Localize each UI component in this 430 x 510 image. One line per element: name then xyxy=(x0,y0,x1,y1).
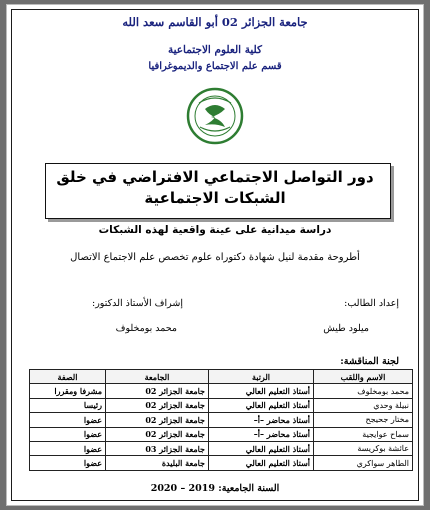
faculty-name: كلية العلوم الاجتماعية xyxy=(167,44,263,56)
member-role: عضوا xyxy=(30,456,106,470)
member-rank: أستاذ التعليم العالي xyxy=(209,398,314,412)
table-row xyxy=(30,413,413,427)
supervisor-name: محمد بومخلوف xyxy=(115,323,177,334)
member-university: جامعة الجزائر 02 xyxy=(106,413,209,427)
column-header-rank: الرتبة xyxy=(209,370,314,384)
member-rank: أستاذ محاضر –أ– xyxy=(209,427,314,441)
column-header-name: الاسم واللقب xyxy=(314,370,413,384)
member-name: نبيلة وحدي xyxy=(314,398,413,412)
university-name: جامعة الجزائر 02 أبو القاسم سعد الله xyxy=(122,15,308,29)
student-label: إعداد الطالب: xyxy=(344,298,399,309)
member-name: مختار جحيجح xyxy=(314,413,413,427)
thesis-statement: أطروحة مقدمة لنيل شهادة دكتوراه علوم تخصص علم الاجتماع الاتصال xyxy=(70,252,360,263)
member-role: رئيسا xyxy=(30,398,106,412)
table-row xyxy=(30,456,413,470)
table-row xyxy=(30,384,413,398)
member-university: جامعة الجزائر 02 xyxy=(106,427,209,441)
document-page xyxy=(6,4,424,506)
member-name: محمد بومخلوف xyxy=(314,384,413,398)
thesis-subtitle: دراسة ميدانية على عينة واقعية لهذه الشبكات xyxy=(98,224,332,236)
member-name: الطاهر سواكري xyxy=(314,456,413,470)
member-name: سماح عوايجية xyxy=(314,427,413,441)
university-logo-icon xyxy=(186,87,244,145)
member-university: جامعة الجزائر 02 xyxy=(106,398,209,412)
column-header-university: الجامعة xyxy=(106,370,209,384)
member-rank: أستاذ التعليم العالي xyxy=(209,441,314,455)
member-role: عضوا xyxy=(30,441,106,455)
thesis-title-line-1: دور التواصل الاجتماعي الافتراضي في خلق xyxy=(56,168,374,186)
supervisor-label: إشراف الأستاذ الدكتور: xyxy=(92,298,183,309)
member-role: مشرفا ومقررا xyxy=(30,384,106,398)
column-header-role: الصفة xyxy=(30,370,106,384)
table-row xyxy=(30,427,413,441)
table-row xyxy=(30,398,413,412)
committee-table xyxy=(29,369,413,471)
academic-year: السنة الجامعية: 2019 – 2020 xyxy=(150,483,280,494)
member-university: جامعة الجزائر 02 xyxy=(106,384,209,398)
table-header-row xyxy=(30,370,413,384)
table-row xyxy=(30,441,413,455)
member-role: عضوا xyxy=(30,413,106,427)
member-name: عائشة بوكريسة xyxy=(314,441,413,455)
member-rank: أستاذ محاضر –أ– xyxy=(209,413,314,427)
member-university: جامعة الجزائر 03 xyxy=(106,441,209,455)
member-role: عضوا xyxy=(30,427,106,441)
committee-label: لجنة المناقشة: xyxy=(340,356,399,367)
member-university: جامعة البليدة xyxy=(106,456,209,470)
department-name: قسم علم الاجتماع والديموغرافيا xyxy=(148,61,282,72)
student-name: ميلود طيش xyxy=(323,323,369,334)
member-rank: أستاذ التعليم العالي xyxy=(209,384,314,398)
member-rank: أستاذ التعليم العالي xyxy=(209,456,314,470)
thesis-title-line-2: الشبكات الاجتماعية xyxy=(144,189,286,207)
